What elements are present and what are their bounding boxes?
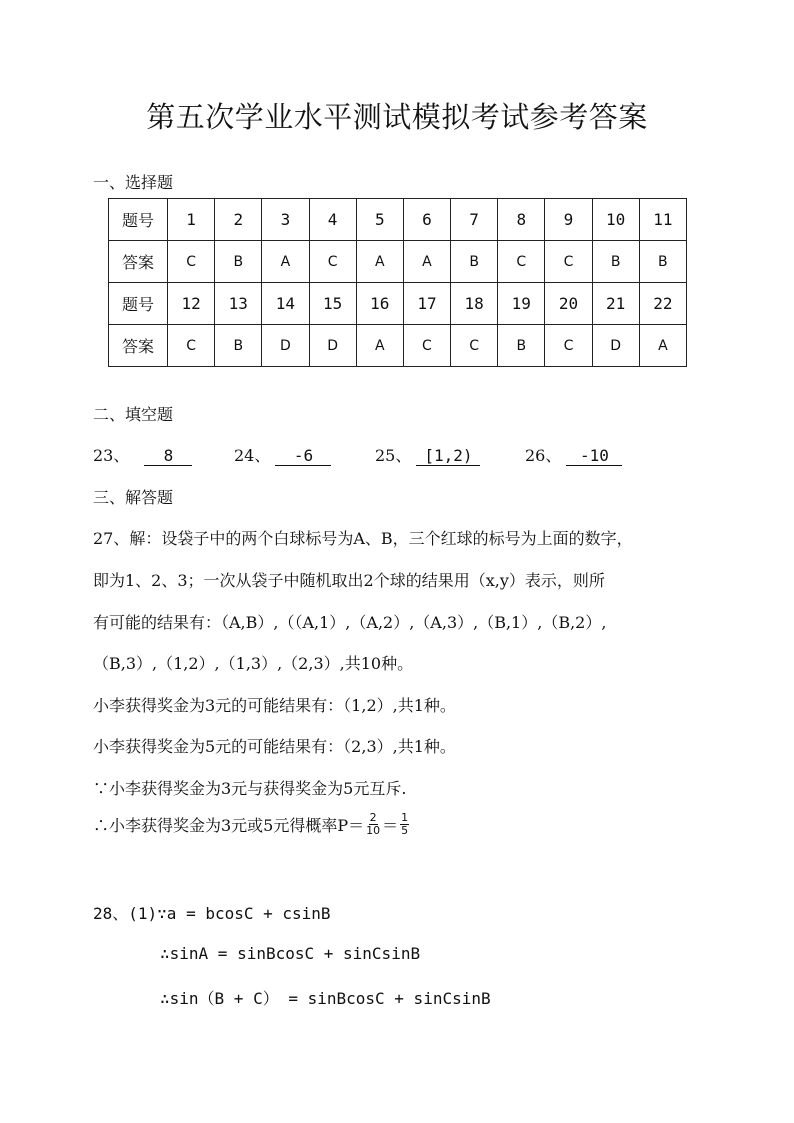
answer-table-cell: 5 xyxy=(356,199,403,241)
answer-table-cell: 10 xyxy=(592,199,639,241)
blank-25-number: 25、 xyxy=(375,446,412,465)
q27-line-2: 即为1、2、3；一次从袋子中随机取出2个球的结果用（x,y）表示，则所 xyxy=(93,571,605,590)
equals-sign: ＝ xyxy=(382,816,399,835)
answer-table-row-header: 答案 xyxy=(109,325,168,367)
answer-table-cell: 21 xyxy=(592,283,639,325)
page-title: 第五次学业水平测试模拟考试参考答案 xyxy=(146,100,648,134)
q27-line-6: 小李获得奖金为5元的可能结果有：（2,3）,共1种。 xyxy=(93,737,456,756)
answer-table-cell: 9 xyxy=(545,199,592,241)
answer-table-cell: C xyxy=(451,325,498,367)
answer-table-cell: 13 xyxy=(215,283,262,325)
q28-line-3: ∴sin（B + C） = sinBcosC + sinCsinB xyxy=(160,989,491,1008)
answer-table-row-header: 答案 xyxy=(109,241,168,283)
section-3-heading: 三、解答题 xyxy=(93,488,174,507)
answer-table-cell: D xyxy=(592,325,639,367)
blank-25-answer: [1,2) xyxy=(416,446,480,466)
answer-table-row-header: 题号 xyxy=(109,199,168,241)
answer-table-cell: C xyxy=(498,241,545,283)
answer-table-cell: A xyxy=(403,241,450,283)
answer-table-cell: 6 xyxy=(403,199,450,241)
q27-line-8 xyxy=(93,812,411,837)
fraction-1-5-denominator: 5 xyxy=(401,824,409,837)
answer-table-row xyxy=(109,325,687,367)
blank-26-answer: -10 xyxy=(566,446,622,466)
answer-table-cell: 3 xyxy=(262,199,309,241)
answer-table-cell: B xyxy=(639,241,686,283)
answer-table-cell: A xyxy=(356,325,403,367)
answer-table-cell: D xyxy=(309,325,356,367)
answer-table-row-header: 题号 xyxy=(109,283,168,325)
fill-blank-answers xyxy=(93,443,192,466)
answer-table-cell: 20 xyxy=(545,283,592,325)
blank-26-number: 26、 xyxy=(525,446,562,465)
answer-table-cell: 12 xyxy=(168,283,215,325)
answer-table-cell: 11 xyxy=(639,199,686,241)
answer-table-cell: B xyxy=(215,241,262,283)
fraction-2-10-numerator: 2 xyxy=(369,811,377,824)
answer-table-cell: 2 xyxy=(215,199,262,241)
fraction-2-10-denominator: 10 xyxy=(366,824,381,837)
answer-table-cell: D xyxy=(262,325,309,367)
blank-23-number: 23、 xyxy=(93,446,130,465)
answer-table-cell: 8 xyxy=(498,199,545,241)
answer-table-cell: C xyxy=(309,241,356,283)
answer-table-cell: 4 xyxy=(309,199,356,241)
answer-table-cell: 17 xyxy=(403,283,450,325)
fill-blank-24 xyxy=(234,443,331,466)
blank-24-number: 24、 xyxy=(234,446,271,465)
fill-blank-26 xyxy=(525,443,622,466)
fill-blank-25 xyxy=(375,443,480,466)
blank-23-answer: 8 xyxy=(144,446,192,466)
answer-table-row xyxy=(109,283,687,325)
answer-table-cell: 22 xyxy=(639,283,686,325)
answer-table-cell: C xyxy=(403,325,450,367)
answer-table-cell: C xyxy=(168,241,215,283)
answer-table-cell: 16 xyxy=(356,283,403,325)
answer-table-cell: 18 xyxy=(451,283,498,325)
q27-line-5: 小李获得奖金为3元的可能结果有：（1,2）,共1种。 xyxy=(93,696,456,715)
answer-table-row xyxy=(109,241,687,283)
q27-line-1: 27、解：设袋子中的两个白球标号为A、B，三个红球的标号为上面的数字， xyxy=(93,529,633,548)
q27-line-4: （B,3）,（1,2）,（1,3）,（2,3）,共10种。 xyxy=(93,654,414,673)
answer-table-row xyxy=(109,199,687,241)
answer-table-cell: B xyxy=(592,241,639,283)
answer-table-cell: 15 xyxy=(309,283,356,325)
answer-table-cell: 19 xyxy=(498,283,545,325)
fraction-1-5 xyxy=(400,812,409,837)
q27-probability-text: ∴小李获得奖金为3元或5元得概率P＝ xyxy=(93,816,365,835)
section-1-heading: 一、选择题 xyxy=(93,173,174,192)
multiple-choice-answer-table xyxy=(108,198,687,367)
fraction-2-10 xyxy=(366,812,380,837)
answer-table-cell: B xyxy=(498,325,545,367)
q28-line-1: 28、(1)∵a = bcosC + csinB xyxy=(93,904,331,923)
answer-table-cell: A xyxy=(262,241,309,283)
answer-table-cell: B xyxy=(451,241,498,283)
answer-table-cell: C xyxy=(545,241,592,283)
answer-table-cell: C xyxy=(545,325,592,367)
answer-table-cell: C xyxy=(168,325,215,367)
blank-24-answer: -6 xyxy=(275,446,331,466)
answer-table-cell: 7 xyxy=(451,199,498,241)
q28-line-2: ∴sinA = sinBcosC + sinCsinB xyxy=(160,944,421,963)
q27-line-3: 有可能的结果有：（A,B）,（（A,1）,（A,2）,（A,3）,（B,1）,（B,2）, xyxy=(93,613,607,632)
answer-table-cell: A xyxy=(639,325,686,367)
answer-table-cell: 1 xyxy=(168,199,215,241)
answer-table-cell: 14 xyxy=(262,283,309,325)
q27-line-7: ∵小李获得奖金为3元与获得奖金为5元互斥. xyxy=(93,779,407,798)
fraction-1-5-numerator: 1 xyxy=(401,811,409,824)
answer-table-cell: A xyxy=(356,241,403,283)
answer-table-cell: B xyxy=(215,325,262,367)
section-2-heading: 二、填空题 xyxy=(93,405,174,424)
